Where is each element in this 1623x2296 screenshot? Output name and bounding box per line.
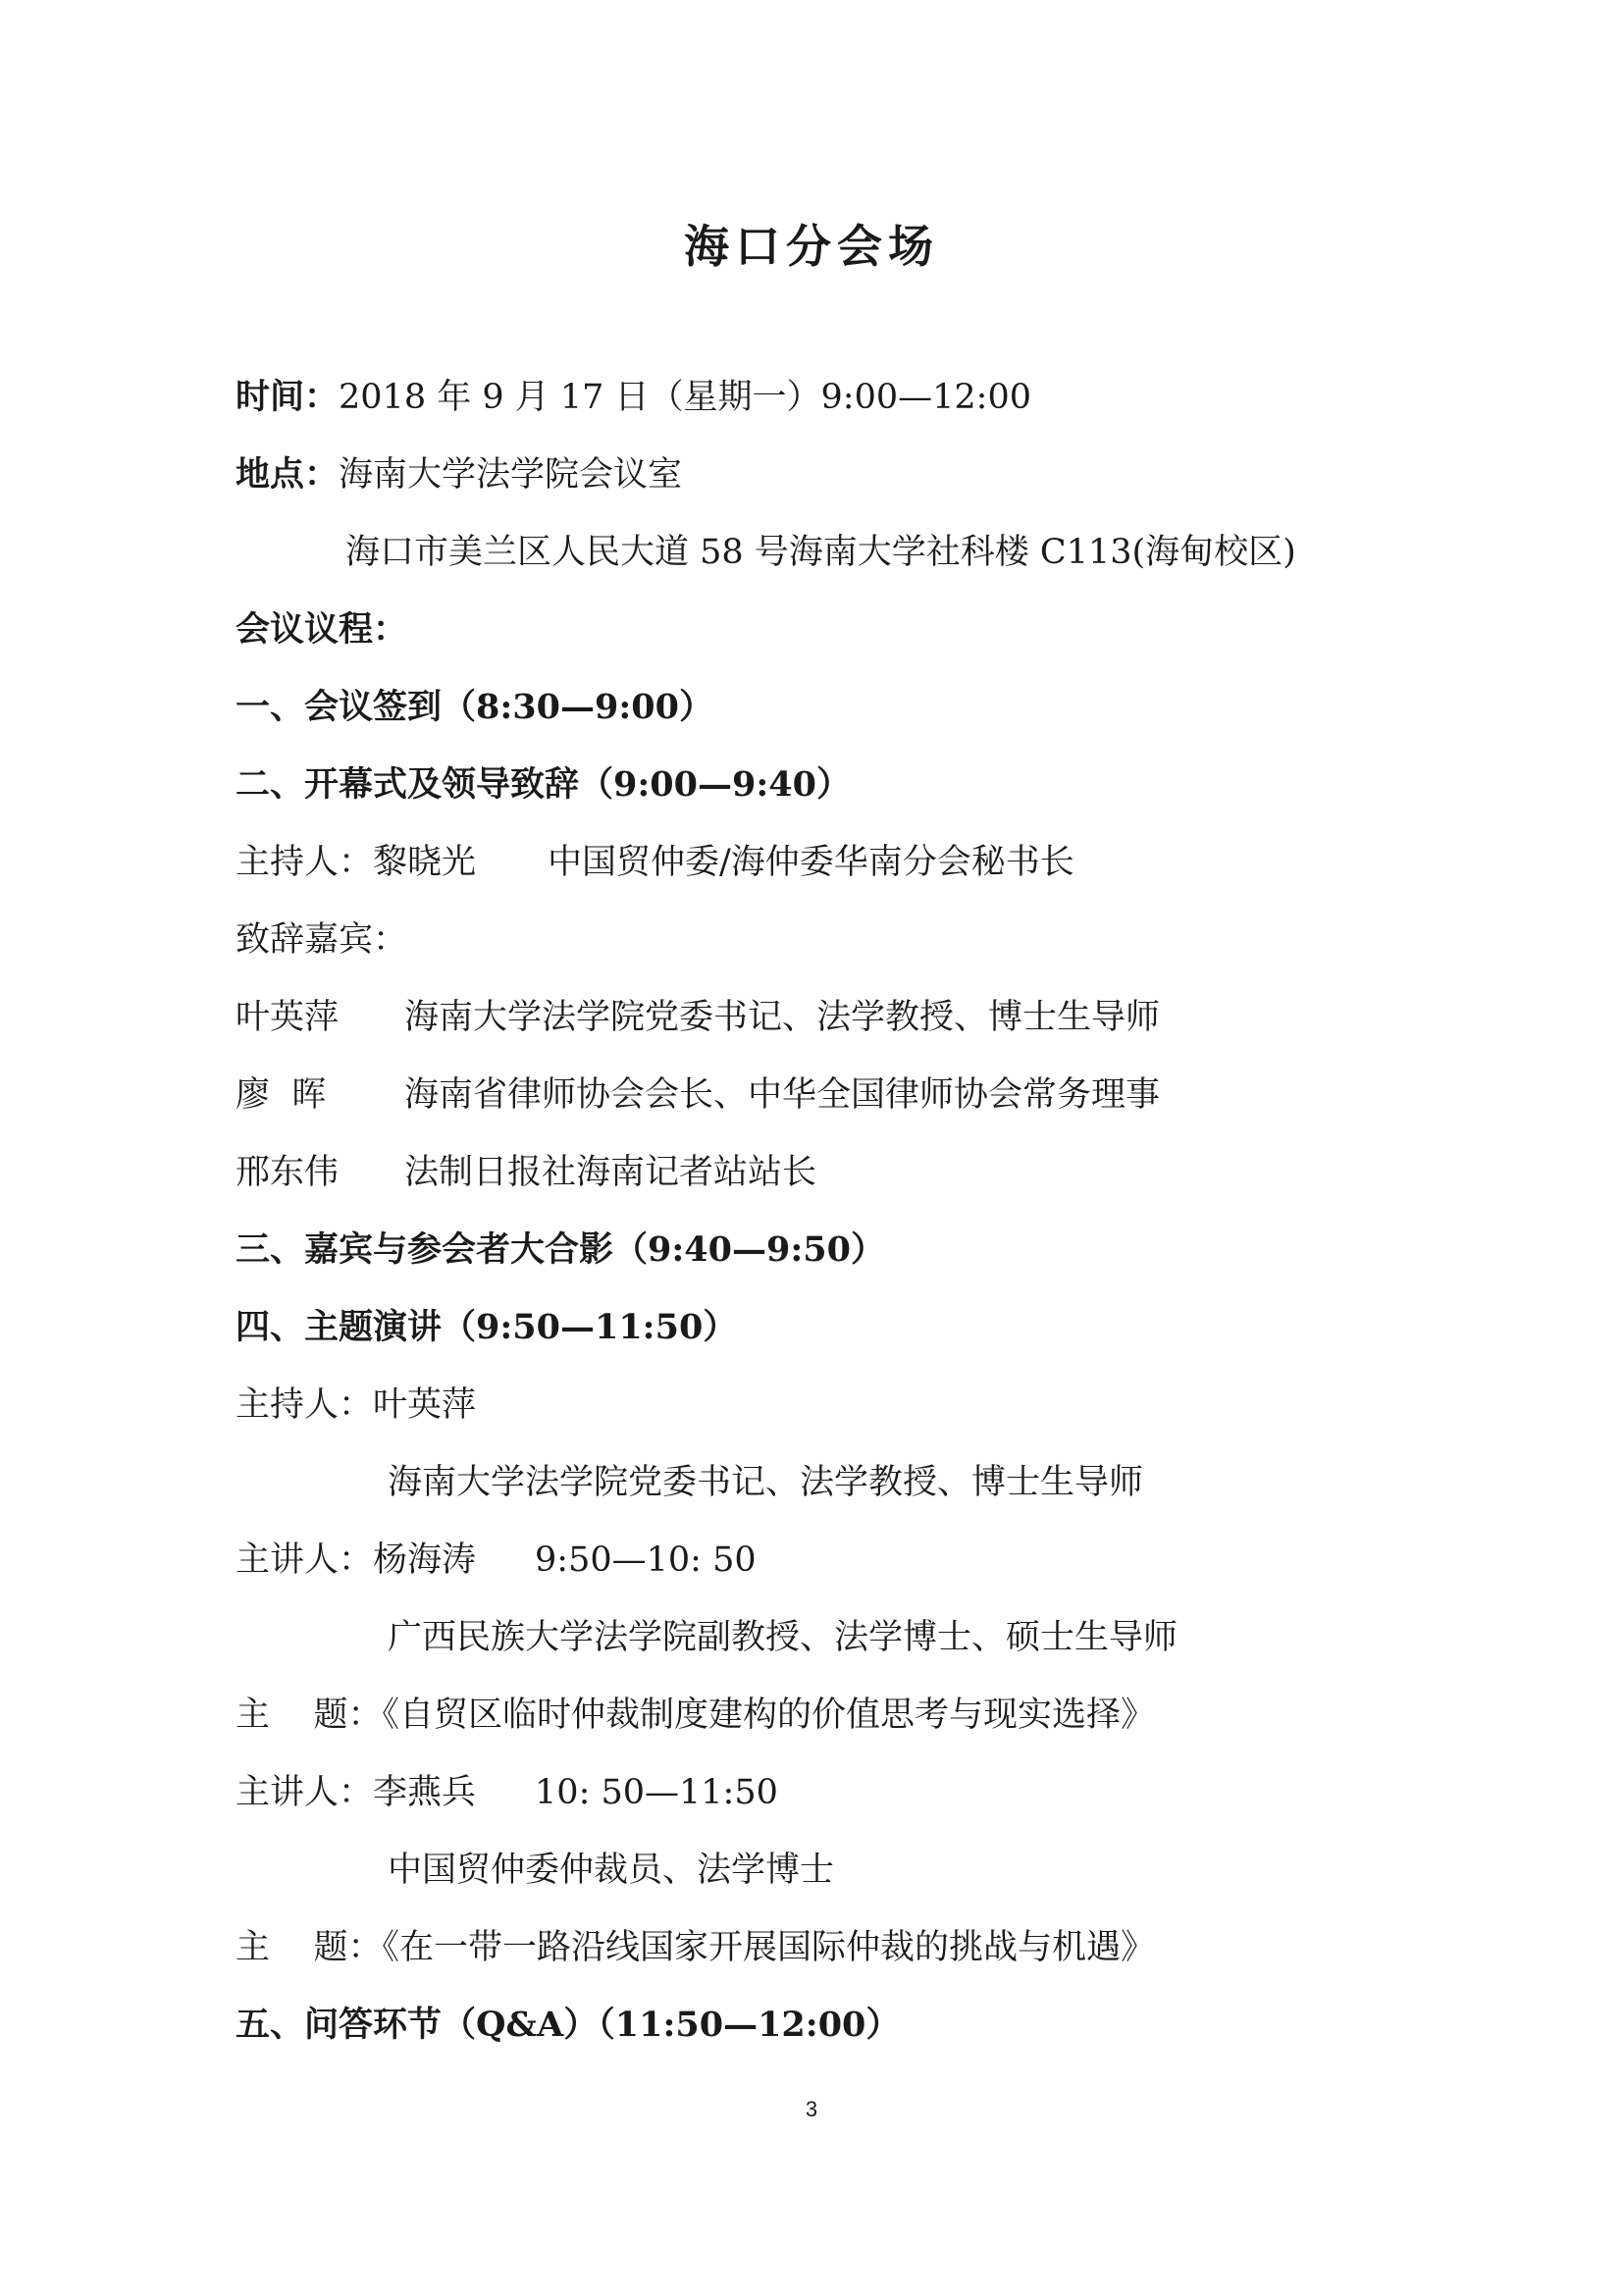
venue-address: 海口市美兰区人民大道 58 号海南大学社科楼 C113(海甸校区) — [345, 533, 1296, 572]
guest-row — [236, 1073, 1160, 1117]
keynote-host-label: 主持人： — [236, 1385, 374, 1425]
guests-label: 致辞嘉宾： — [236, 920, 408, 960]
section-1: 一、会议签到（8:30—9:00） — [236, 687, 713, 727]
guest-title: 法制日报社海南记者站站长 — [404, 1153, 817, 1192]
keynote-host-title: 海南大学法学院党委书记、法学教授、博士生导师 — [388, 1463, 1144, 1502]
topic-label: 主 题： — [236, 1696, 383, 1735]
guest-row — [236, 996, 1160, 1039]
guest-row — [236, 1151, 816, 1194]
venue-label: 地点： — [236, 454, 340, 495]
section-3: 三、嘉宾与参会者大合影（9:40—9:50） — [236, 1229, 885, 1270]
speaker-name: 李燕兵 — [373, 1773, 477, 1812]
venue-line — [236, 453, 682, 496]
speaker-line — [236, 1771, 778, 1814]
speaker-title: 广西民族大学法学院副教授、法学博士、硕士生导师 — [388, 1618, 1178, 1657]
venue-value: 海南大学法学院会议室 — [339, 455, 683, 495]
guest-title: 海南省律师协会会长、中华全国律师协会常务理事 — [404, 1075, 1161, 1115]
time-value: 2018 年 9 月 17 日（星期一）9:00—12:00 — [339, 378, 1031, 417]
topic-line — [236, 1926, 1155, 1969]
topic-line — [236, 1694, 1155, 1737]
keynote-host-name: 叶英萍 — [373, 1385, 477, 1425]
topic-text: 《自贸区临时仲裁制度建构的价值思考与现实选择》 — [382, 1696, 1156, 1735]
time-label: 时间： — [236, 377, 340, 417]
speaker-label: 主讲人： — [236, 1540, 374, 1580]
opening-host-name: 黎晓光 — [373, 843, 477, 882]
speaker-title: 中国贸仲委仲裁员、法学博士 — [388, 1851, 835, 1890]
opening-host-label: 主持人： — [236, 843, 374, 882]
speaker-time: 9:50—10: 50 — [535, 1540, 757, 1580]
speaker-label: 主讲人： — [236, 1773, 374, 1812]
guest-name: 廖 晖 — [236, 1075, 327, 1115]
guest-name: 邢东伟 — [236, 1153, 340, 1192]
guest-name: 叶英萍 — [236, 998, 340, 1037]
page-number: 3 — [805, 2097, 818, 2121]
speaker-time: 10: 50—11:50 — [535, 1773, 778, 1812]
opening-host-title: 中国贸仲委/海仲委华南分会秘书长 — [548, 843, 1074, 882]
agenda-heading: 会议议程： — [236, 609, 408, 650]
section-5: 五、问答环节（Q&A）（11:50—12:00） — [236, 2005, 901, 2045]
keynote-host-line — [236, 1383, 476, 1427]
section-2: 二、开幕式及领导致辞（9:00—9:40） — [236, 764, 851, 805]
guest-title: 海南大学法学院党委书记、法学教授、博士生导师 — [404, 998, 1161, 1037]
time-line — [236, 376, 1031, 419]
topic-text: 《在一带一路沿线国家开展国际仲裁的挑战与机遇》 — [382, 1928, 1156, 1967]
page-title: 海口分会场 — [684, 220, 939, 273]
section-4: 四、主题演讲（9:50—11:50） — [236, 1307, 738, 1347]
speaker-line — [236, 1539, 757, 1582]
topic-label: 主 题： — [236, 1928, 383, 1967]
speaker-name: 杨海涛 — [373, 1540, 477, 1580]
opening-host-line — [236, 841, 1074, 884]
